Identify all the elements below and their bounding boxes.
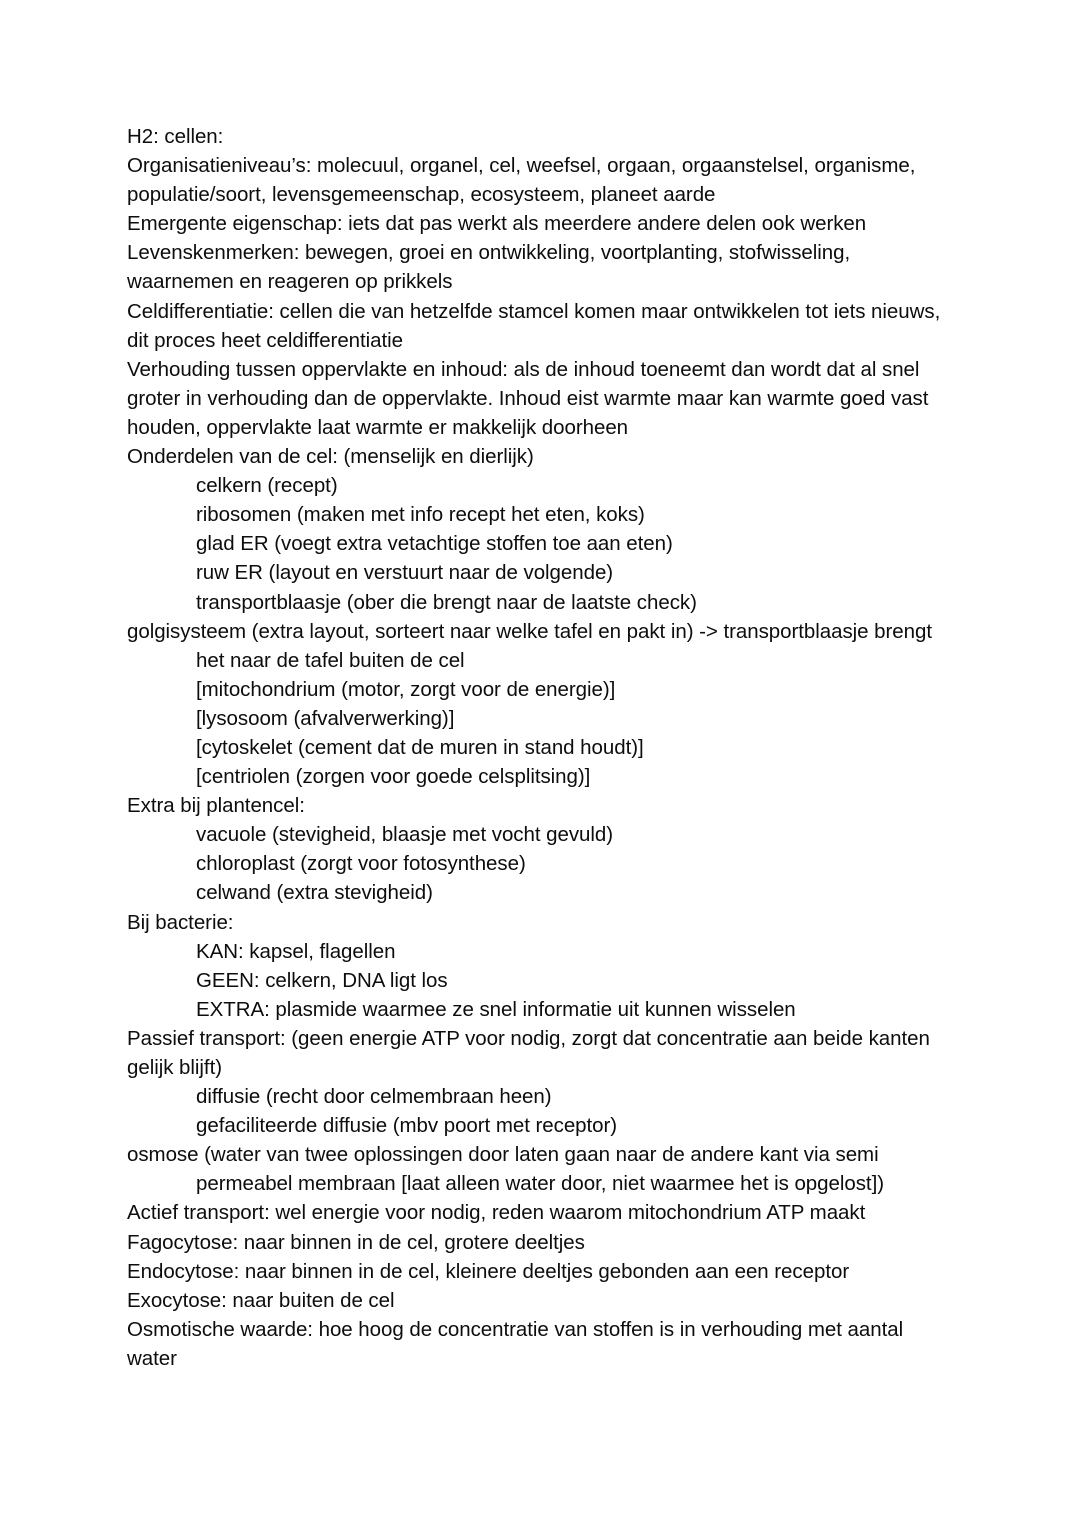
document-line: vacuole (stevigheid, blaasje met vocht gevuld) <box>196 823 614 847</box>
document-line: Organisatieniveau’s: molecuul, organel, cel, weefsel, orgaan, orgaanstelsel, organisme, populatie/soort, levensgemeenschap, ecosysteem, planeet aarde <box>127 154 922 207</box>
document-line: Actief transport: wel energie voor nodig, reden waarom mitochondrium ATP maakt <box>127 1201 866 1225</box>
document-line: Fagocytose: naar binnen in de cel, grotere deeltjes <box>127 1230 585 1254</box>
document-line: Levenskenmerken: bewegen, groei en ontwikkeling, voortplanting, stofwisseling, waarnemen en reageren op prikkels <box>127 241 856 294</box>
document-line: Exocytose: naar buiten de cel <box>127 1288 395 1312</box>
document-line: transportblaasje (ober die brengt naar de laatste check) <box>196 590 697 614</box>
document-line: GEEN: celkern, DNA ligt los <box>196 968 448 992</box>
document-line: celkern (recept) <box>196 474 338 498</box>
document-line: [centriolen (zorgen voor goede celsplitsing)] <box>196 765 591 789</box>
document-line: celwand (extra stevigheid) <box>196 881 433 905</box>
document-line: ruw ER (layout en verstuurt naar de volgende) <box>196 561 614 585</box>
document-line: Bij bacterie: <box>127 910 234 934</box>
document-line: glad ER (voegt extra vetachtige stoffen toe aan eten) <box>196 532 673 556</box>
document-line: [mitochondrium (motor, zorgt voor de energie)] <box>196 677 616 701</box>
document-line: Extra bij plantencel: <box>127 794 305 818</box>
document-line: gefaciliteerde diffusie (mbv poort met receptor) <box>196 1114 618 1138</box>
document-line: Endocytose: naar binnen in de cel, kleinere deeltjes gebonden aan een receptor <box>127 1259 850 1283</box>
document-line: osmose (water van twee oplossingen door laten gaan naar de andere kant via semi permeabel membraan [laat alleen water door, niet waarmee het is opgelost]) <box>127 1143 885 1196</box>
document-line: Passief transport: (geen energie ATP voor nodig, zorgt dat concentratie aan beide kanten gelijk blijft) <box>127 1026 936 1079</box>
document-line: KAN: kapsel, flagellen <box>196 939 396 963</box>
document-line: [lysosoom (afvalverwerking)] <box>196 706 455 730</box>
document-line: ribosomen (maken met info recept het eten, koks) <box>196 503 645 527</box>
document-line: H2: cellen: <box>127 125 224 148</box>
document-line: Verhouding tussen oppervlakte en inhoud: als de inhoud toeneemt dan wordt dat al snel groter in verhouding dan de oppervlakte. Inhoud eist warmte maar kan warmte goed vast houden, oppervlakte laat warmte er makkelijk doorheen <box>127 357 935 439</box>
document-line: diffusie (recht door celmembraan heen) <box>196 1085 552 1109</box>
document-line: [cytoskelet (cement dat de muren in stand houdt)] <box>196 735 644 759</box>
document-line: Emergente eigenschap: iets dat pas werkt als meerdere andere delen ook werken <box>127 212 867 236</box>
document-text-body <box>127 122 957 1373</box>
document-line: EXTRA: plasmide waarmee ze snel informatie uit kunnen wisselen <box>196 997 796 1021</box>
document-line: Onderdelen van de cel: (menselijk en dierlijk) <box>127 445 534 469</box>
document-line: Osmotische waarde: hoe hoog de concentratie van stoffen is in verhouding met aantal water <box>127 1317 909 1370</box>
document-line: golgisysteem (extra layout, sorteert naar welke tafel en pakt in) -> transportblaasje brengt het naar de tafel buiten de cel <box>127 619 938 672</box>
document-line: chloroplast (zorgt voor fotosynthese) <box>196 852 526 876</box>
document-line: Celdifferentiatie: cellen die van hetzelfde stamcel komen maar ontwikkelen tot iets nieuws, dit proces heet celdifferentiatie <box>127 299 946 352</box>
